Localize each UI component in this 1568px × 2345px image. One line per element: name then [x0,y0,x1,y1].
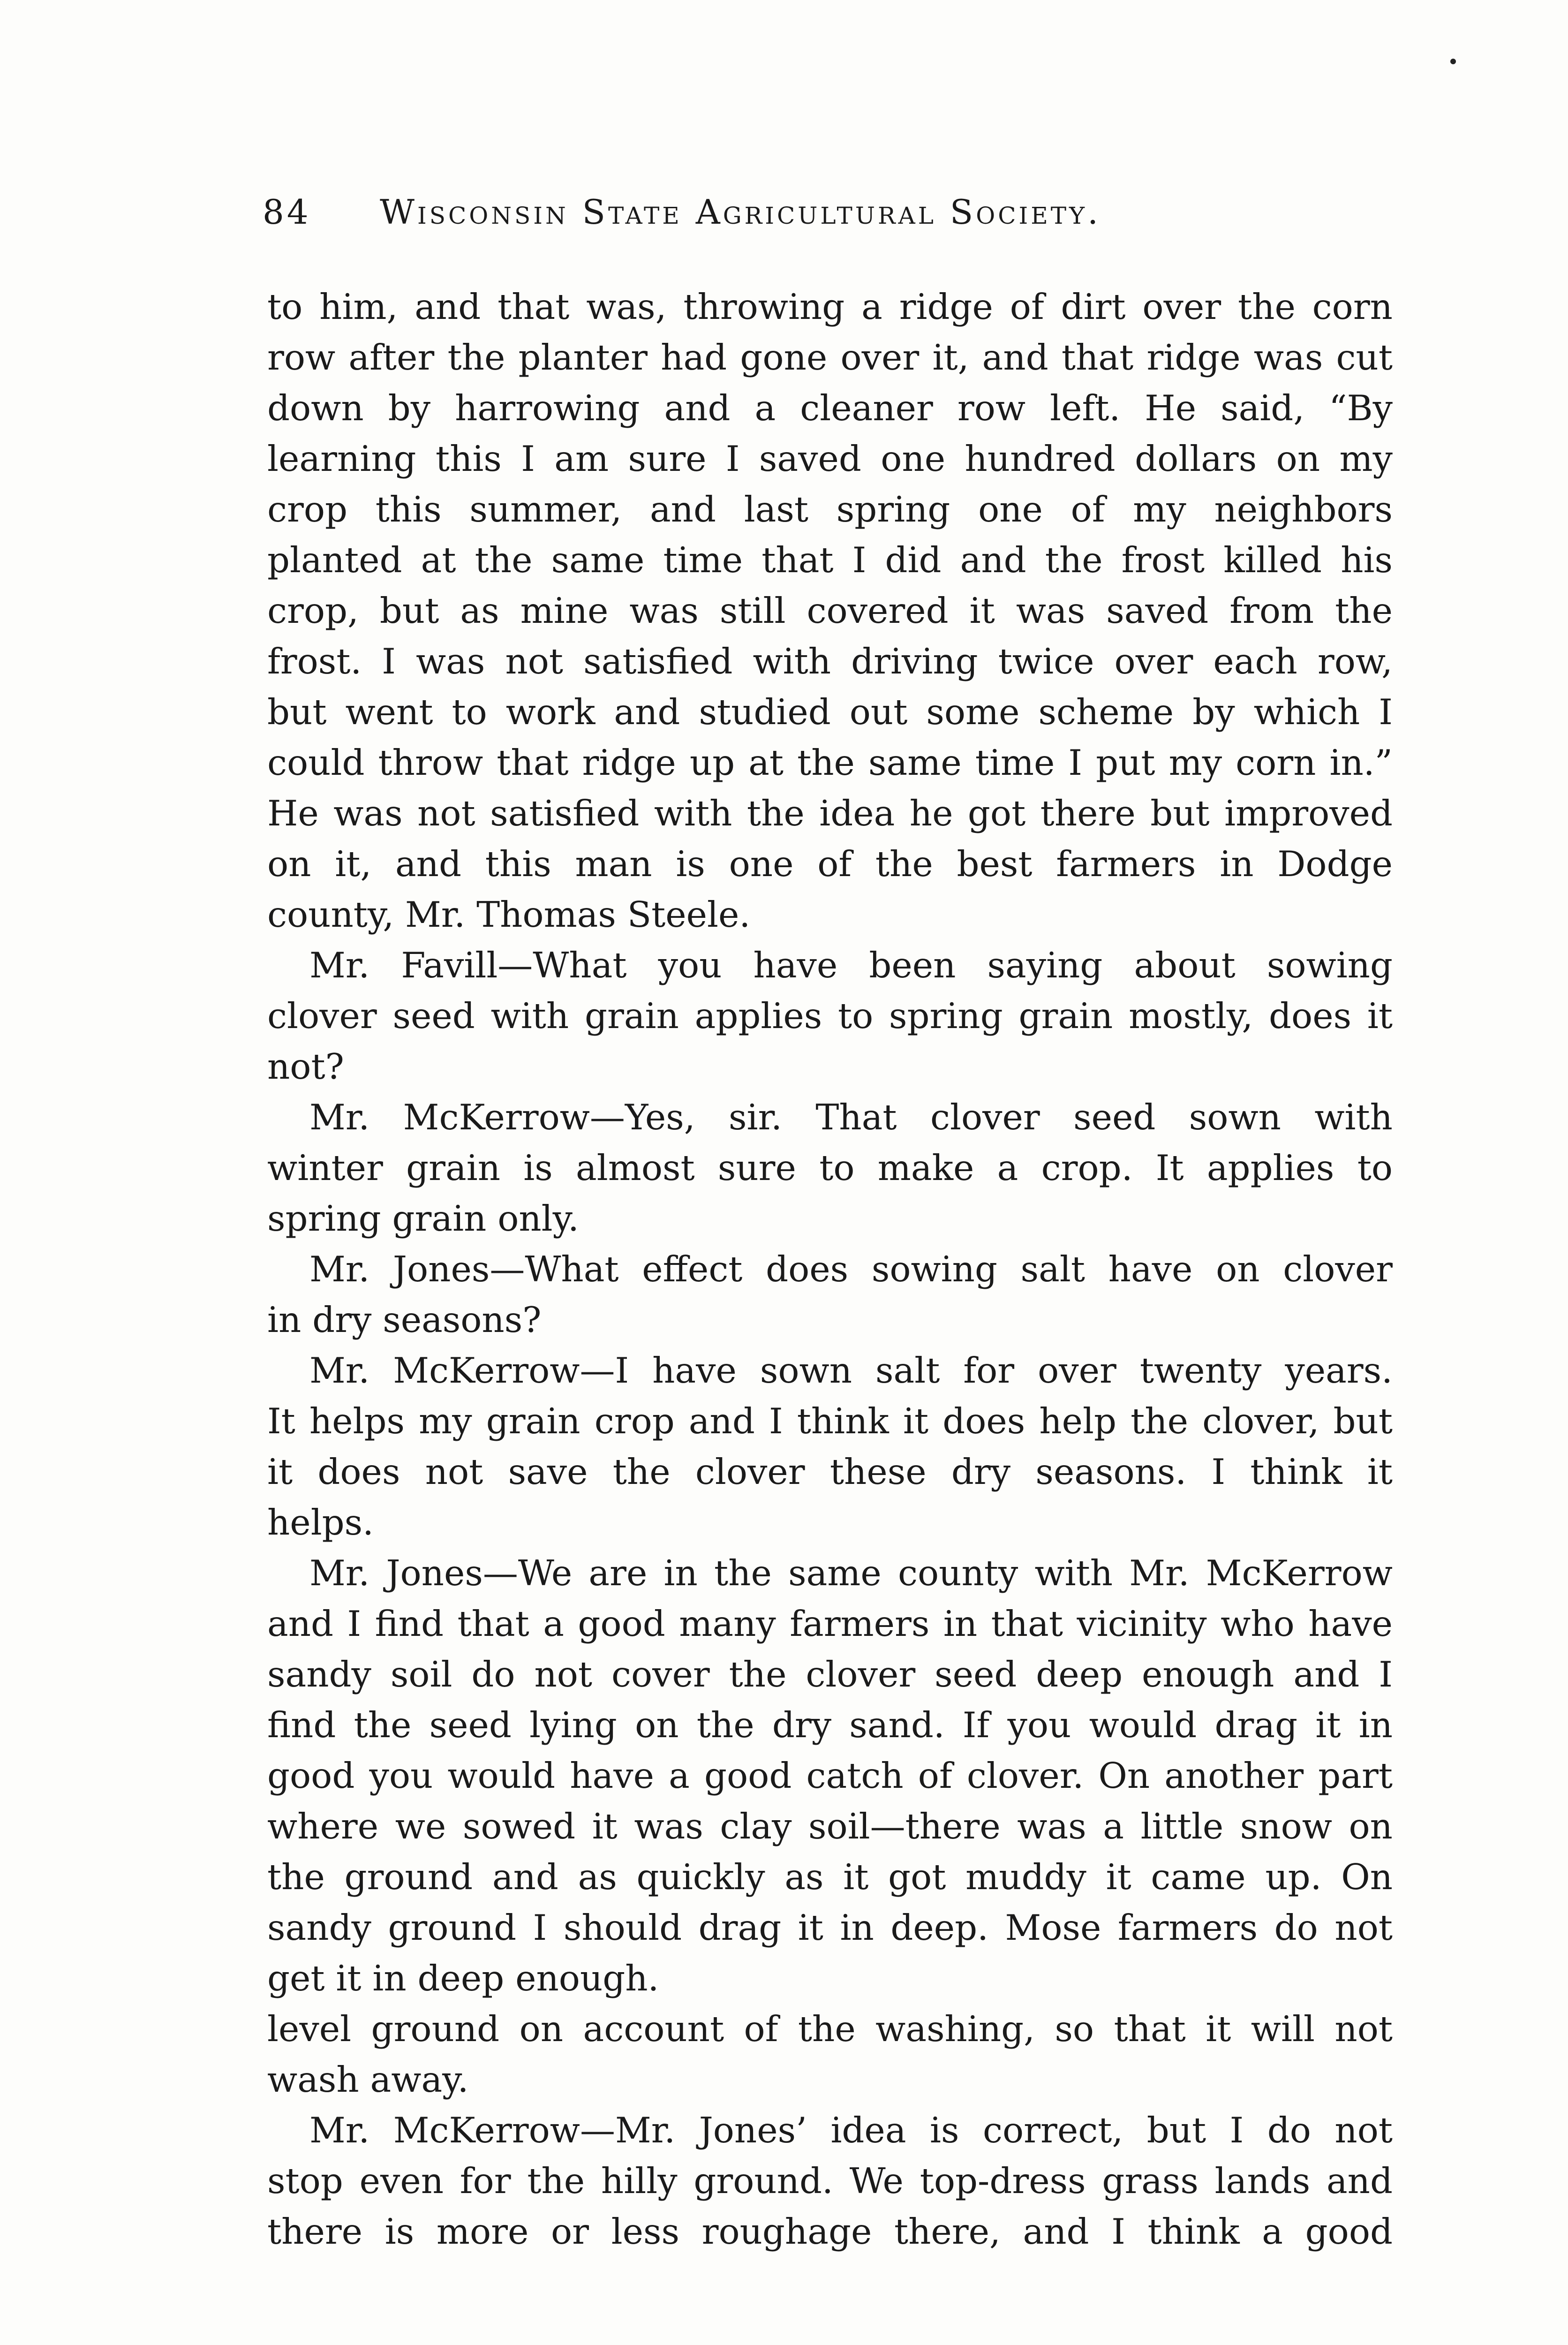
text-line: Mr. Jones—What effect does sowing salt have on clover [309,1248,1393,1290]
running-title: Wisconsin State Agricultural Society. [380,192,1101,232]
text-line: It helps my grain crop and I think it does help the clover, but [267,1400,1393,1442]
running-header [263,192,1388,244]
text-line: winter grain is almost sure to make a crop. It applies to [267,1147,1393,1188]
text-line: sandy ground I should drag it in deep. Mose farmers do not [267,1907,1393,1948]
text-line: on it, and this man is one of the best farmers in Dodge [267,843,1393,885]
text-line: in dry seasons? [267,1299,542,1340]
text-line: Mr. Jones—We are in the same county with Mr. McKerrow [309,1552,1393,1594]
text-line: frost. I was not satisfied with driving twice over each row, [267,641,1393,682]
text-line: Mr. McKerrow—I have sown salt for over twenty years. [309,1350,1393,1391]
text-line: spring grain only. [267,1198,579,1239]
text-line: could throw that ridge up at the same time I put my corn in.” [267,742,1393,783]
text-line: row after the planter had gone over it, and that ridge was cut [267,337,1393,378]
text-line: county, Mr. Thomas Steele. [267,894,751,935]
text-line: where we sowed it was clay soil—there was a little snow on [267,1806,1393,1847]
text-line: level ground on account of the washing, so that it will not [267,2008,1393,2050]
text-line: He was not satisfied with the idea he got there but improved [267,793,1393,834]
text-line: down by harrowing and a cleaner row left. He said, “By [267,387,1393,429]
text-line: Mr. Favill—What you have been saying about sowing [309,945,1393,986]
text-line: helps. [267,1502,374,1543]
ink-speck [1450,59,1456,64]
text-line: stop even for the hilly ground. We top-dress grass lands and [267,2160,1393,2201]
text-line: crop, but as mine was still covered it was saved from the [267,590,1393,631]
text-line: not? [267,1046,344,1087]
text-line: and I find that a good many farmers in that vicinity who have [267,1603,1393,1644]
text-line: clover seed with grain applies to spring grain mostly, does it [267,995,1393,1036]
text-line: Mr. McKerrow—Mr. Jones’ idea is correct, but I do not [309,2110,1393,2151]
text-line: it does not save the clover these dry seasons. I think it [267,1451,1393,1492]
text-line: to him, and that was, throwing a ridge of dirt over the corn [267,286,1393,327]
text-line: there is more or less roughage there, and I think a good [267,2211,1393,2252]
body-text [267,281,1393,2257]
text-line: but went to work and studied out some scheme by which I [267,691,1393,733]
text-line: good you would have a good catch of clover. On another part [267,1755,1393,1796]
text-line: the ground and as quickly as it got muddy it came up. On [267,1856,1393,1898]
text-line: get it in deep enough. [267,1958,659,1999]
text-line: Mr. McKerrow—Yes, sir. That clover seed sown with [309,1097,1393,1138]
text-line: sandy soil do not cover the clover seed deep enough and I [267,1654,1393,1695]
text-line: planted at the same time that I did and the frost killed his [267,539,1393,581]
page-number: 84 [263,192,311,232]
text-line: learning this I am sure I saved one hundred dollars on my [267,438,1393,479]
text-line: wash away. [267,2059,469,2100]
text-line: find the seed lying on the dry sand. If you would drag it in [267,1704,1393,1746]
text-line: crop this summer, and last spring one of my neighbors [267,489,1393,530]
